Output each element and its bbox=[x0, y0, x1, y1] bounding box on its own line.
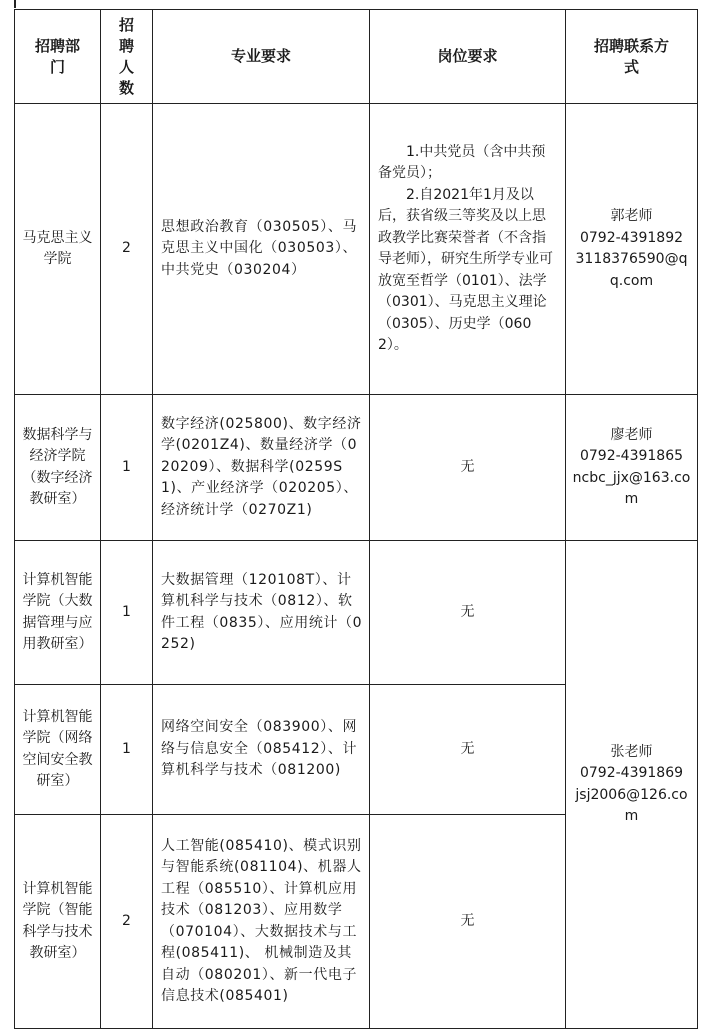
position-cell: 无 bbox=[370, 815, 566, 1029]
major-cell: 数字经济(025800)、数字经济学(0201Z4)、数量经济学（020209）、数据科学(0259S1)、产业经济学（020205）、经济统计学（0270Z1) bbox=[153, 395, 370, 541]
contact-phone: 0792-4391869 bbox=[579, 765, 684, 781]
position-cell: 无 bbox=[370, 395, 566, 541]
count-cell: 2 bbox=[101, 815, 153, 1029]
header-row bbox=[15, 10, 698, 104]
requirement-1: 1.中共党员（含中共预备党员）； bbox=[378, 143, 546, 181]
recruitment-table bbox=[14, 9, 698, 1029]
table-row bbox=[15, 541, 698, 685]
contact-email: jsj2006@126.com bbox=[575, 786, 688, 824]
position-cell: 无 bbox=[370, 541, 566, 685]
dept-cell: 马克思主义学院 bbox=[15, 104, 101, 395]
major-cell: 大数据管理（120108T）、计算机科学与技术（0812）、软件工程（0835）、应用统计（0252) bbox=[153, 541, 370, 685]
count-cell: 2 bbox=[101, 104, 153, 395]
header-position: 岗位要求 bbox=[370, 10, 566, 104]
count-cell: 1 bbox=[101, 541, 153, 685]
table-row bbox=[15, 104, 698, 395]
contact-cell bbox=[566, 395, 698, 541]
contact-email: ncbc_jjx@163.com bbox=[572, 469, 691, 507]
header-major: 专业要求 bbox=[153, 10, 370, 104]
requirement-2: 2.自2021年1月及以后，获省级三等奖及以上思政教学比赛荣誉者（不含指导老师），研究生所学专业可放宽至哲学（0101）、法学（0301）、马克思主义理论（0305）、历史学（0602）。 bbox=[378, 186, 553, 353]
count-cell: 1 bbox=[101, 395, 153, 541]
position-cell bbox=[370, 104, 566, 395]
contact-name: 张老师 bbox=[610, 743, 653, 760]
contact-name: 郭老师 bbox=[610, 208, 653, 224]
table-row bbox=[15, 395, 698, 541]
page-edge-mark bbox=[14, 0, 16, 8]
major-cell: 网络空间安全（083900）、网络与信息安全（085412）、计算机科学与技术（081200) bbox=[153, 685, 370, 815]
major-cell: 思想政治教育（030505）、马克思主义中国化（030503）、中共党史（030204） bbox=[153, 104, 370, 395]
dept-cell: 数据科学与经济学院（数字经济教研室） bbox=[15, 395, 101, 541]
contact-phone: 0792-4391892 bbox=[579, 229, 684, 246]
position-cell: 无 bbox=[370, 685, 566, 815]
header-dept: 招聘部门 bbox=[15, 10, 101, 104]
contact-email: 3118376590@qq.com bbox=[575, 251, 688, 289]
major-cell: 人工智能(085410)、模式识别与智能系统(081104)、机器人工程（085510）、计算机应用技术（081203）、应用数学（070104）、大数据技术与工程(085411)、 机械制造及其自动（080201）、新一代电子信息技术(085401) bbox=[153, 815, 370, 1029]
header-contact: 招聘联系方式 bbox=[566, 10, 698, 104]
contact-cell-shared bbox=[566, 541, 698, 1029]
dept-cell: 计算机智能学院（智能科学与技术教研室） bbox=[15, 815, 101, 1029]
contact-name: 廖老师 bbox=[610, 426, 653, 443]
dept-cell: 计算机智能学院（大数据管理与应用教研室） bbox=[15, 541, 101, 685]
dept-cell: 计算机智能学院（网络空间安全教研室） bbox=[15, 685, 101, 815]
header-count: 招聘人数 bbox=[101, 10, 153, 104]
contact-phone: 0792-4391865 bbox=[579, 448, 684, 464]
count-cell: 1 bbox=[101, 685, 153, 815]
contact-cell bbox=[566, 104, 698, 395]
